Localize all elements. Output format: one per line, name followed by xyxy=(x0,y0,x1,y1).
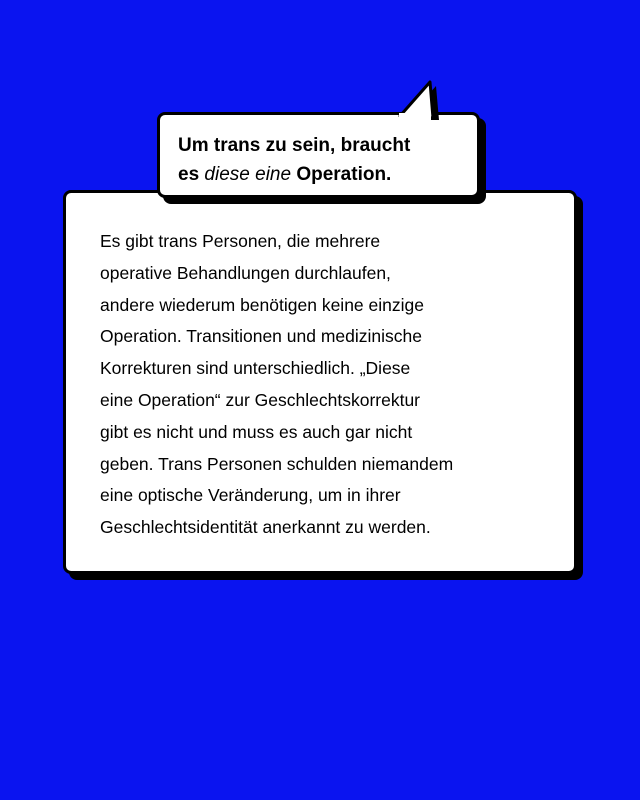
paragraph-line: Geschlechtsidentität anerkannt zu werden. xyxy=(100,517,431,538)
paragraph-line: Es gibt trans Personen, die mehrere xyxy=(100,231,381,251)
paragraph-line: Korrekturen sind unterschiedlich. „Diese xyxy=(100,358,411,379)
bubble-line-2-end: Operation. xyxy=(291,164,392,185)
paragraph-line: operative Behandlungen durchlaufen, xyxy=(100,262,391,283)
paragraph-line: eine optische Veränderung, um in ihrer xyxy=(100,485,401,506)
paragraph-line: andere wiederum benötigen keine einzige xyxy=(100,294,424,315)
speech-bubble xyxy=(157,112,480,198)
bubble-statement xyxy=(178,131,459,189)
paragraph-line: eine Operation“ zur Geschlechtskorrektur xyxy=(100,389,420,410)
bubble-line-2-start: es xyxy=(178,164,205,185)
paragraph-line: gibt es nicht und muss es auch gar nicht xyxy=(100,421,413,442)
explanation-text xyxy=(100,226,560,544)
speech-bubble-tail xyxy=(390,80,450,120)
bubble-line-2-italic: diese eine xyxy=(204,164,292,185)
paragraph-line: Operation. Transitionen und medizinische xyxy=(100,326,422,347)
paragraph-line: geben. Trans Personen schulden niemandem xyxy=(100,453,454,474)
bubble-line-1: Um trans zu sein, braucht xyxy=(178,135,411,156)
